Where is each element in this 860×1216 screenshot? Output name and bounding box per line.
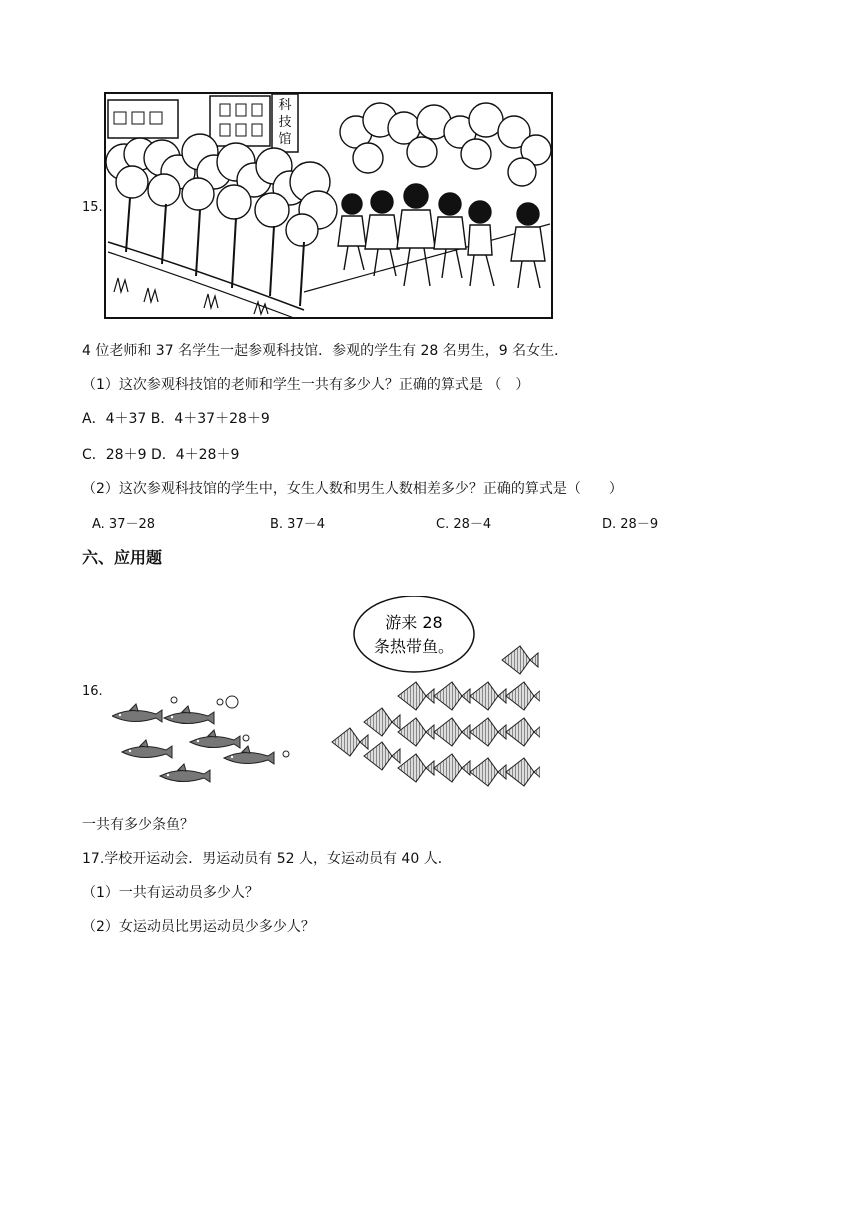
question-15-part2-option-a: A. 37－28 [92, 517, 156, 532]
sign-char-3: 馆 [278, 132, 292, 147]
sign-char-1: 科 [278, 98, 292, 113]
sharks-illustration [112, 694, 292, 794]
sign-char-2: 技 [278, 115, 292, 130]
question-15-intro: 4 位老师和 37 名学生一起参观科技馆．参观的学生有 28 名男生，9 名女生． [82, 343, 569, 359]
question-16-text: 一共有多少条鱼？ [82, 817, 194, 833]
question-17-part1: （1）一共有运动员多少人？ [82, 885, 259, 901]
question-15-part2-option-d: D. 28－9 [602, 517, 659, 532]
science-museum-illustration [104, 92, 554, 320]
question-15-part1-options-ab: A．4＋37 B．4＋37＋28＋9 [82, 411, 270, 427]
question-17-stem: 17.学校开运动会．男运动员有 52 人，女运动员有 40 人． [82, 851, 452, 867]
speech-bubble-line-1: 游来 28 [385, 613, 443, 632]
question-15-part2-option-b: B. 37－4 [270, 517, 325, 532]
question-15-part2: （2）这次参观科技馆的学生中，女生人数和男生人数相差多少？正确的算式是（ ） [82, 481, 623, 497]
question-16-number: 16. [82, 684, 103, 699]
question-17-part2: （2）女运动员比男运动员少多少人？ [82, 919, 315, 935]
question-15-number: 15. [82, 200, 103, 215]
tropical-fish-illustration [330, 596, 540, 796]
section-title: 六、应用题 [82, 548, 163, 567]
question-15-part1: （1）这次参观科技馆的老师和学生一共有多少人？正确的算式是 （ ） [82, 377, 530, 393]
question-15-part1-options-cd: C．28＋9 D．4＋28＋9 [82, 447, 240, 463]
speech-bubble-line-2: 条热带鱼。 [373, 637, 455, 656]
question-15-part2-option-c: C. 28－4 [436, 517, 492, 532]
